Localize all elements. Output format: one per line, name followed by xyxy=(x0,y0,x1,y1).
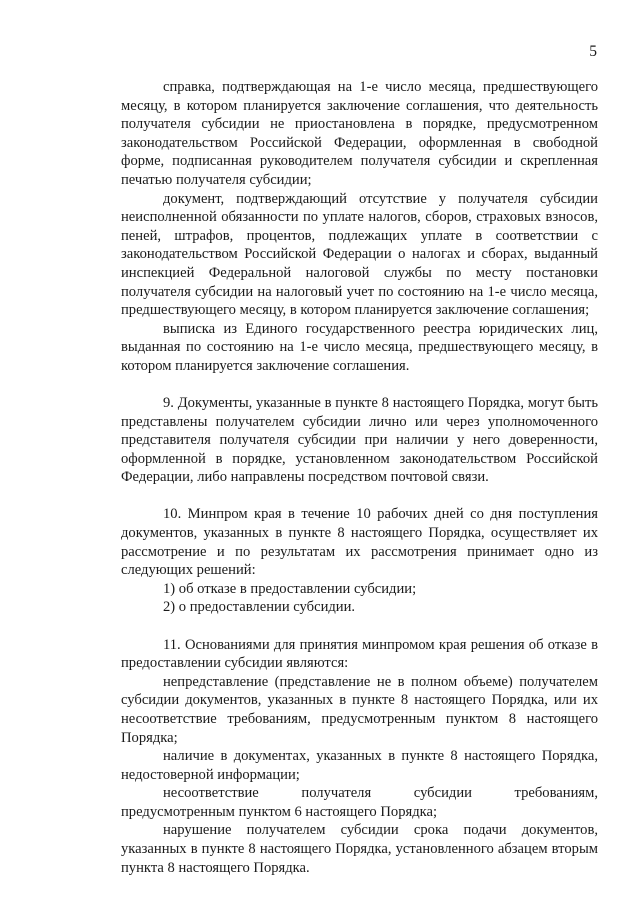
paragraph-non-submission: непредставление (представление не в полном объеме) получателем субсидии документов, указанных в пункте 8 настоящего Порядка, или их несоответствие требованиям, предусмотренным пунктом 8 настоящего Порядка; xyxy=(121,673,598,746)
list-item-grant: 2) о предоставлении субсидии. xyxy=(163,599,356,616)
document-body xyxy=(121,78,598,877)
paragraph-registry-extract: выписка из Единого государственного реестра юридических лиц, выданная по состоянию на 1-е число месяца, предшествующего месяцу, в котором планируется заключение соглашения. xyxy=(121,320,598,374)
paragraph-deadline-violation: нарушение получателем субсидии срока подачи документов, указанных в пункте 8 настоящего Порядка, установленного абзацем вторым пункта 8 настоящего Порядка. xyxy=(121,822,598,876)
list-item-refusal: 1) об отказе в предоставлении субсидии; xyxy=(163,580,417,597)
spacer xyxy=(121,617,598,636)
paragraph-section-9: 9. Документы, указанные в пункте 8 настоящего Порядка, могут быть представлены получателем субсидии лично или через уполномоченного представителя получателя субсидии при наличии у него доверенности, оформленной в порядке, установленном законодательством Российской Федерации, либо направлены посредством почтовой связи. xyxy=(121,395,598,486)
spacer xyxy=(121,487,598,506)
paragraph-nonconformity: несоответствие получателя субсидии требованиям, предусмотренным пунктом 6 настоящего Порядка; xyxy=(121,785,598,820)
spacer xyxy=(121,376,598,395)
paragraph-unreliable-info: наличие в документах, указанных в пункте 8 настоящего Порядка, недостоверной информации; xyxy=(121,748,598,783)
page-number: 5 xyxy=(589,43,597,60)
paragraph-certificate: справка, подтверждающая на 1-е число месяца, предшествующего месяцу, в котором планируется заключение соглашения, что деятельность получателя субсидии не приостановлена в порядке, предусмотренном законодательством Российской Федерации, оформленная в свободной форме, подписанная руководителем получателя субсидии и скрепленная печатью получателя субсидии; xyxy=(121,79,598,188)
paragraph-section-11: 11. Основаниями для принятия минпромом края решения об отказе в предоставлении субсидии являются: xyxy=(121,636,598,672)
paragraph-section-10: 10. Минпром края в течение 10 рабочих дней со дня поступления документов, указанных в пункте 8 настоящего Порядка, осуществляет их рассмотрение и по результатам их рассмотрения принимает одно из следующих решений: xyxy=(121,506,598,579)
paragraph-tax-document: документ, подтверждающий отсутствие у получателя субсидии неисполненной обязанности по уплате налогов, сборов, страховых взносов, пеней, штрафов, процентов, подлежащих уплате в соответствии с законодательством Российской Федерации о налогах и сборах, выданный инспекцией Федеральной налоговой службы по месту постановки получателя субсидии на налоговый учет по состоянию на 1-е число месяца, предшествующего месяцу, в котором планируется заключение соглашения; xyxy=(121,190,598,319)
